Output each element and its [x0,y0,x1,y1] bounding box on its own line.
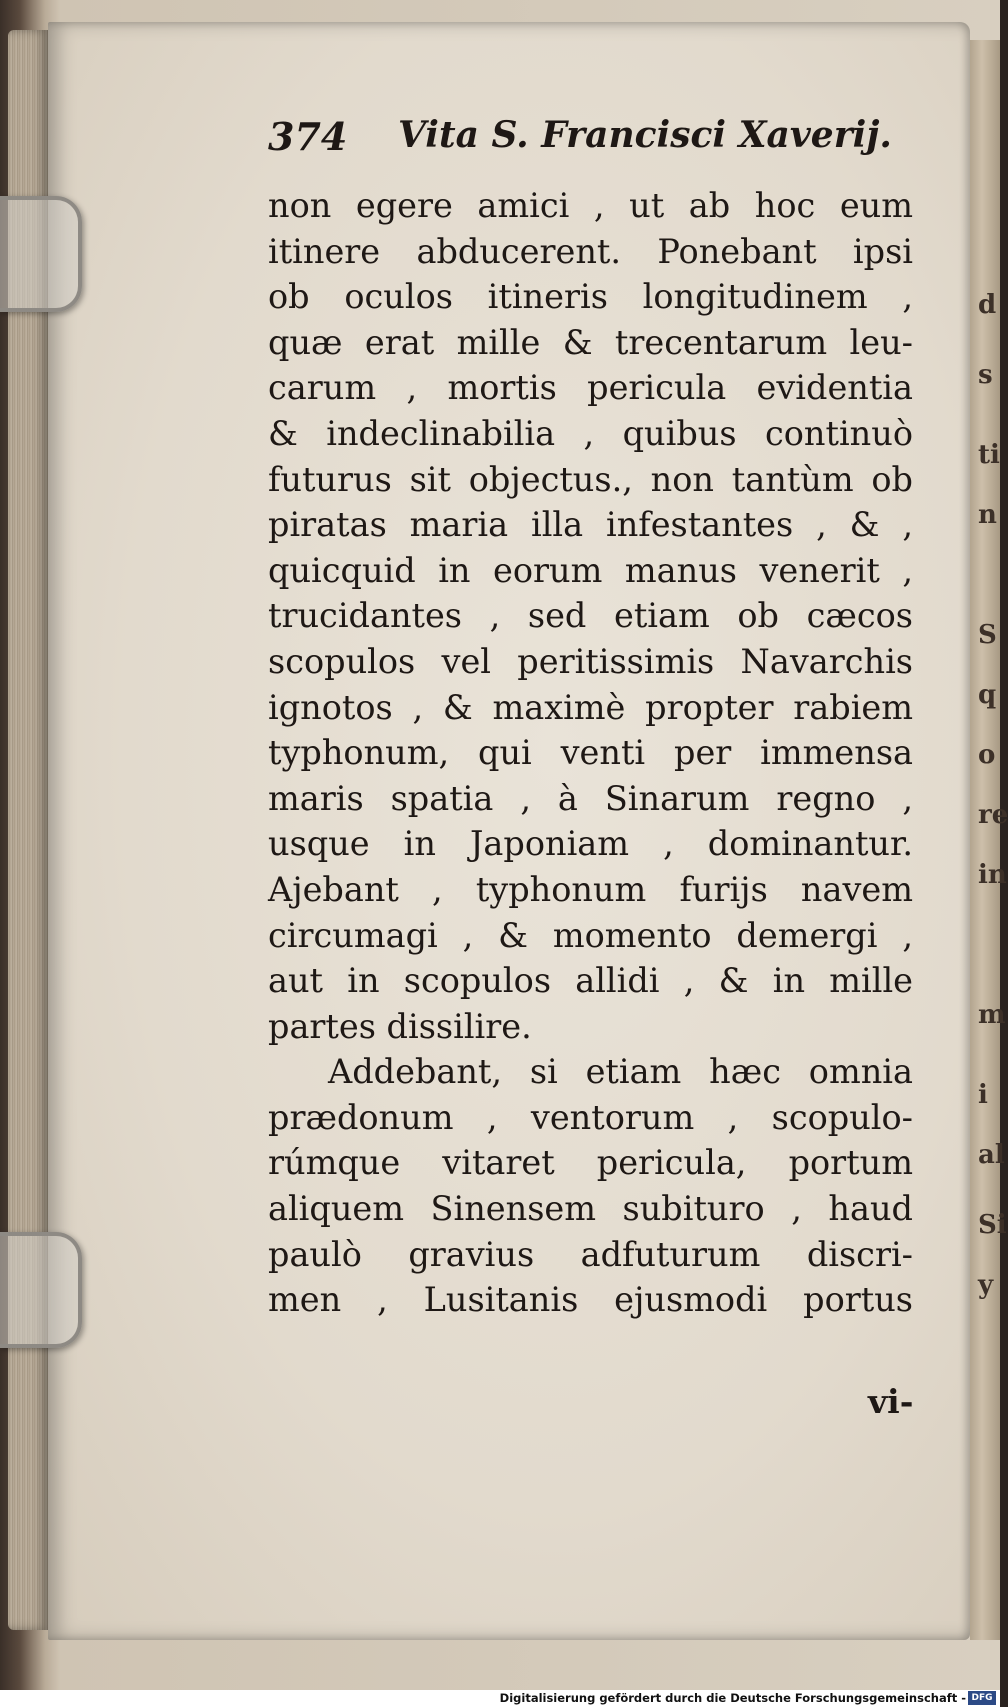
digitization-credit: Digitalisierung gefördert durch die Deutsche Forschungsgemeinschaft - [499,1691,966,1705]
text-line: quæ erat mille & trecentarum leu- [268,322,913,362]
text-line: men , Lusitanis ejusmodi portus [268,1280,913,1320]
running-head [268,114,908,174]
next-page-fragment: re [978,800,1008,830]
next-page-fragment: S [978,620,997,650]
next-page-fragment: m [978,1000,1006,1030]
text-line: paulò gravius adfuturum discri- [268,1234,913,1274]
catchword: vi- [868,1382,914,1421]
next-page-fragment: o [978,740,996,770]
dfg-logo: DFG [968,1691,996,1705]
text-line: circumagi , & momento demergi , [268,915,913,955]
text-line: aliquem Sinensem subituro , haud [268,1189,913,1229]
next-page-edge [970,40,1008,1640]
running-title: Vita S. Francisci Xaverij. [398,114,892,156]
text-line: Ajebant , typhonum furijs navem [268,869,913,909]
text-line: quicquid in eorum manus venerit , [268,550,913,590]
next-page-fragment: in [978,860,1007,890]
text-line: futurus sit objectus., non tantùm ob [268,459,913,499]
body-text [268,183,913,1323]
text-line: prædonum , ventorum , scopulo- [268,1097,913,1137]
text-line: partes dissilire. [268,1006,532,1046]
text-line: & indeclinabilia , quibus continuò [268,413,913,453]
next-page-fragment: d [978,290,997,320]
text-line: typhonum, qui venti per immensa [268,733,913,773]
next-page-fragment: ti [978,440,1000,470]
page-clip-top [0,196,82,312]
text-line: piratas maria illa infestantes , & , [268,505,913,545]
next-page-fragment: s [978,360,993,390]
paragraph-first-line: Addebant, si etiam hæc omnia [328,1052,913,1092]
text-line: ob oculos itineris longitudinem , [268,277,913,317]
next-page-fragment: al [978,1140,1005,1170]
page-number: 374 [268,114,348,159]
next-page-fragment: y [978,1270,994,1300]
next-page-fragment: q [978,680,997,710]
text-line: scopulos vel peritissimis Navarchis [268,641,913,681]
text-line: ignotos , & maximè propter rabiem [268,687,913,727]
next-page-fragment: n [978,500,997,530]
text-line: usque in Japoniam , dominantur. [268,824,913,864]
text-line: maris spatia , à Sinarum regno , [268,778,913,818]
next-page-fragment: Si [978,1210,1007,1240]
text-line: carum , mortis pericula evidentia [268,368,913,408]
text-line: non egere amici , ut ab hoc eum [268,186,913,225]
text-line: trucidantes , sed etiam ob cæcos [268,596,913,636]
next-page-fragment: i [978,1080,988,1110]
text-line: aut in scopulos allidi , & in mille [268,961,913,1001]
text-line: rúmque vitaret pericula, portum [268,1143,913,1183]
text-line: itinere abducerent. Ponebant ipsi [268,231,913,271]
page-clip-bottom [0,1232,82,1348]
